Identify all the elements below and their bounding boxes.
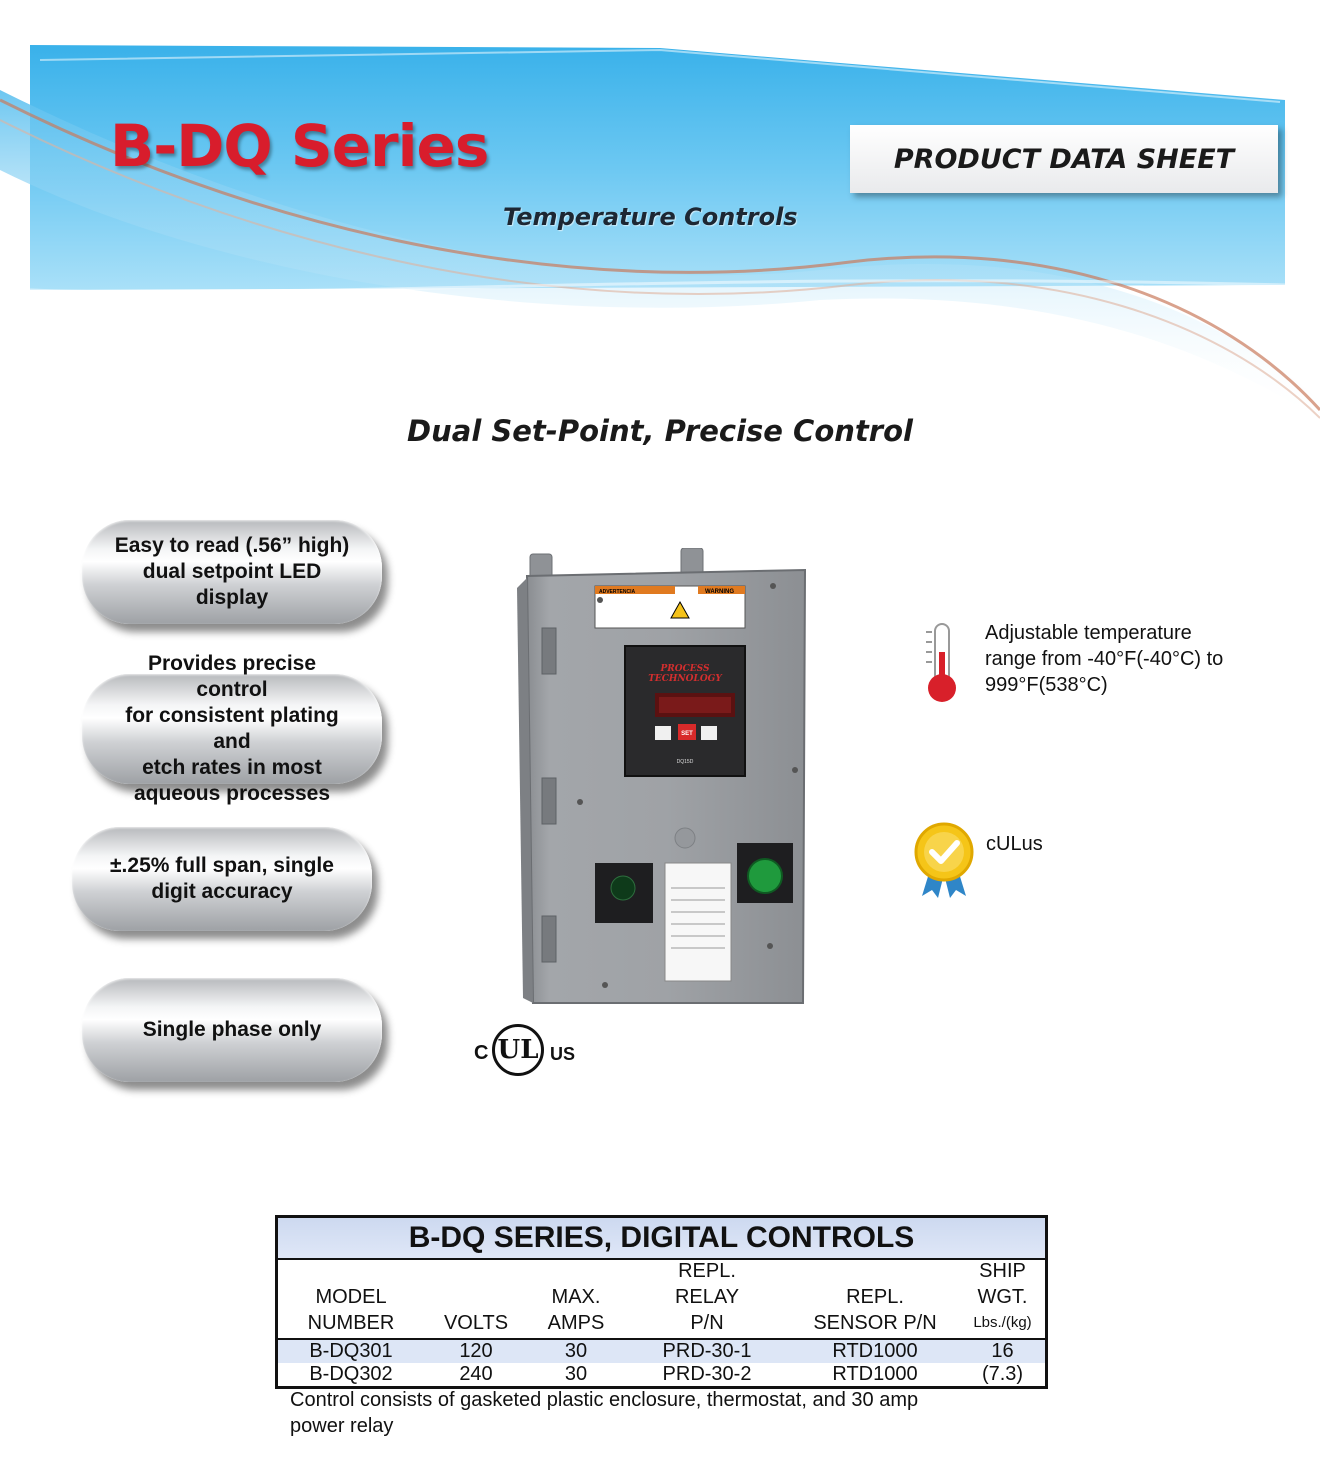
- cell-relay: PRD-30-2: [662, 1363, 752, 1385]
- feature-pill-accuracy: [72, 827, 372, 931]
- note-line: Control consists of gasketed plastic enclosure, thermostat, and 30 amp: [290, 1389, 919, 1411]
- temp-line: Adjustable temperature: [985, 622, 1192, 644]
- feature-text: Provides precise control: [147, 652, 317, 701]
- brand-line1: PROCESS: [660, 664, 710, 674]
- header-weight: SHIP WGT. Lbs./(kg): [973, 1260, 1032, 1331]
- feature-pill-phase: [82, 978, 382, 1082]
- award-ribbon-icon: [912, 820, 976, 900]
- header-model: MODEL NUMBER: [307, 1286, 395, 1334]
- header-sensor: REPL. SENSOR P/N: [813, 1286, 937, 1334]
- feature-text: digit accuracy: [151, 880, 293, 903]
- temp-line: range from -40°F(-40°C) to: [985, 648, 1224, 670]
- product-data-sheet-label: [850, 125, 1278, 193]
- note-line: power relay: [290, 1415, 394, 1437]
- feature-text: for consistent plating and: [125, 704, 339, 753]
- spec-table: [275, 1215, 1048, 1389]
- brand-line2: TECHNOLOGY: [648, 674, 722, 684]
- temperature-range-text: [985, 620, 1285, 698]
- cell-weight: (7.3): [981, 1363, 1024, 1385]
- ul-letters: UL: [497, 1035, 539, 1065]
- ul-certification-mark: [472, 1020, 592, 1080]
- feature-pill-control: [82, 652, 382, 805]
- ul-us-letters: US: [550, 1044, 576, 1064]
- feature-pill-display: [82, 520, 382, 624]
- header-amps: MAX. AMPS: [547, 1286, 605, 1334]
- product-enclosure-image: [515, 548, 815, 1018]
- cell-weight: 16: [991, 1340, 1014, 1362]
- set-text: SET: [681, 731, 693, 737]
- ul-circle: [492, 1024, 544, 1076]
- table-row: [278, 1363, 1045, 1386]
- feature-text: Single phase only: [142, 1018, 322, 1041]
- model-label: DQ15D: [676, 759, 694, 765]
- feature-text: etch rates in most: [142, 756, 322, 779]
- cell-sensor: RTD1000: [832, 1340, 918, 1362]
- certification-label: cULus: [986, 833, 1043, 855]
- ul-c-letter: C: [474, 1042, 489, 1064]
- thermometer-icon: [922, 622, 962, 704]
- feature-text: ±.25% full span, single: [110, 854, 334, 877]
- cell-model: B-DQ301: [309, 1340, 393, 1362]
- table-header-row: [278, 1260, 1045, 1340]
- warning-text: WARNING: [705, 589, 734, 595]
- table-row: [278, 1340, 1045, 1363]
- table-note: [290, 1387, 1010, 1439]
- feature-text: aqueous processes: [133, 782, 331, 805]
- header-volts: VOLTS: [443, 1312, 509, 1334]
- feature-text: Easy to read (.56” high): [114, 534, 350, 557]
- feature-text: dual setpoint LED display: [142, 560, 322, 609]
- cell-amps: 30: [564, 1363, 588, 1385]
- caution-text: ADVERTENCIA: [599, 589, 636, 595]
- header-relay: REPL. RELAY P/N: [674, 1260, 740, 1334]
- series-title: B-DQ Series: [110, 112, 489, 180]
- tagline: Dual Set-Point, Precise Control: [407, 414, 913, 448]
- cell-sensor: RTD1000: [832, 1363, 918, 1385]
- cell-amps: 30: [564, 1340, 588, 1362]
- table-title: B-DQ SERIES, DIGITAL CONTROLS: [278, 1218, 1045, 1260]
- cell-volts: 240: [459, 1363, 493, 1385]
- temp-line: 999°F(538°C): [985, 674, 1108, 696]
- subtitle: Temperature Controls: [503, 203, 798, 231]
- cell-relay: PRD-30-1: [662, 1340, 752, 1362]
- doc-type-text: PRODUCT DATA SHEET: [893, 143, 1235, 175]
- cell-model: B-DQ302: [309, 1363, 393, 1385]
- cell-volts: 120: [459, 1340, 493, 1362]
